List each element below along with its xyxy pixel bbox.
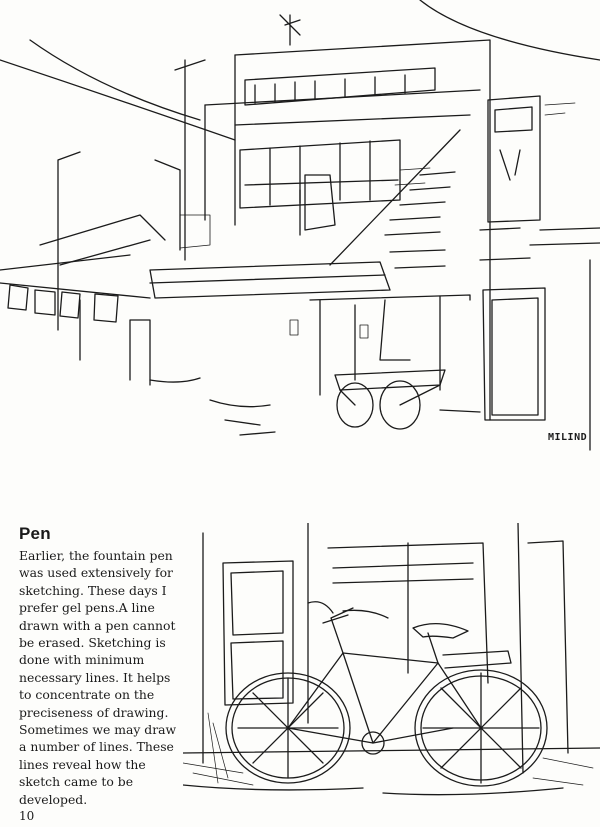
page-number: 10 [19, 809, 35, 823]
section-body-text: Earlier, the fountain pen was used extensively for sketching. These days I prefer gel pens.A line drawn with a pen cannot be erased. Sketching is done with minimum necessary lines. It helps to concentrate on the preciseness of drawing. Sometimes we may draw a number of lines. These lines reveal how the sketch came to be developed. [19, 548, 177, 807]
artist-signature: MILIND [548, 432, 588, 443]
section-heading: Pen [19, 524, 51, 543]
bicycle-sketch-illustration [183, 523, 600, 805]
